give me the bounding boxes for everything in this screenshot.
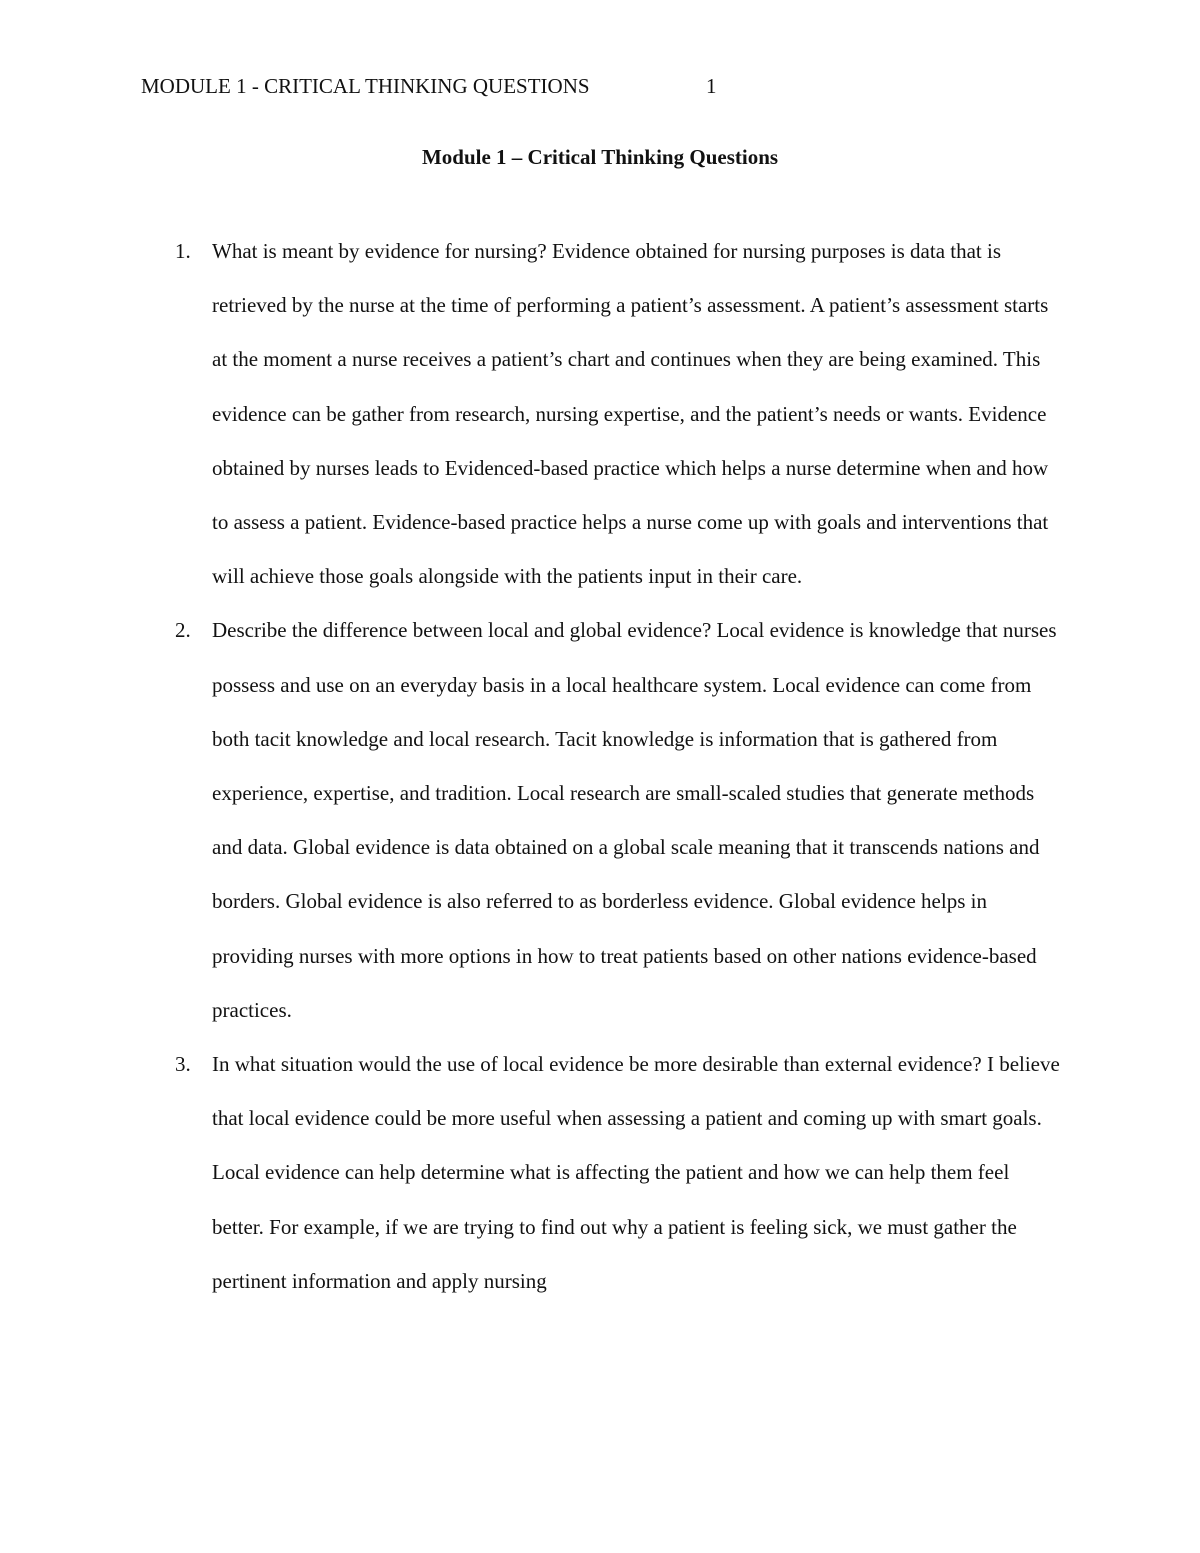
- question-text: Describe the difference between local and global evidence? Local evidence is knowledge that nurses possess and use on an everyday basis in a local healthcare system. Local evidence can come from both tacit knowledge and local research. Tacit knowledge is information that is gathered from experience, expertise, and tradition. Local research are small-scaled studies that generate methods and data. Global evidence is data obtained on a global scale meaning that it transcends nations and borders. Global evidence is also referred to as borderless evidence. Global evidence helps in providing nurses with more options in how to treat patients based on other nations evidence-based practices.: [212, 618, 1057, 1022]
- question-item-3: [175, 1037, 1062, 1308]
- question-text: What is meant by evidence for nursing? Evidence obtained for nursing purposes is data that is retrieved by the nurse at the time of performing a patient’s assessment. A patient’s assessment starts at the moment a nurse receives a patient’s chart and continues when they are being examined. This evidence can be gather from research, nursing expertise, and the patient’s needs or wants. Evidence obtained by nurses leads to Evidenced-based practice which helps a nurse determine when and how to assess a patient. Evidence-based practice helps a nurse come up with goals and interventions that will achieve those goals alongside with the patients input in their care.: [212, 239, 1049, 589]
- running-head: [141, 72, 717, 100]
- page-number: 1: [706, 74, 717, 98]
- question-number: 3.: [175, 1052, 191, 1077]
- question-item-2: [175, 603, 1062, 1037]
- running-head-text: MODULE 1 - CRITICAL THINKING QUESTIONS: [141, 74, 590, 98]
- question-number: 1.: [175, 239, 191, 263]
- question-list: [175, 224, 1062, 1308]
- question-text: In what situation would the use of local evidence be more desirable than external evidence? I believe that local evidence could be more useful when assessing a patient and coming up with smart goals. Local evidence can help determine what is affecting the patient and how we can help them feel better. For example, if we are trying to find out why a patient is feeling sick, we must gather the pertinent information and apply nursing: [212, 1052, 1060, 1293]
- question-item-1: [175, 224, 1062, 603]
- document-title: Module 1 – Critical Thinking Questions: [421, 145, 779, 169]
- question-number: 2.: [175, 618, 191, 643]
